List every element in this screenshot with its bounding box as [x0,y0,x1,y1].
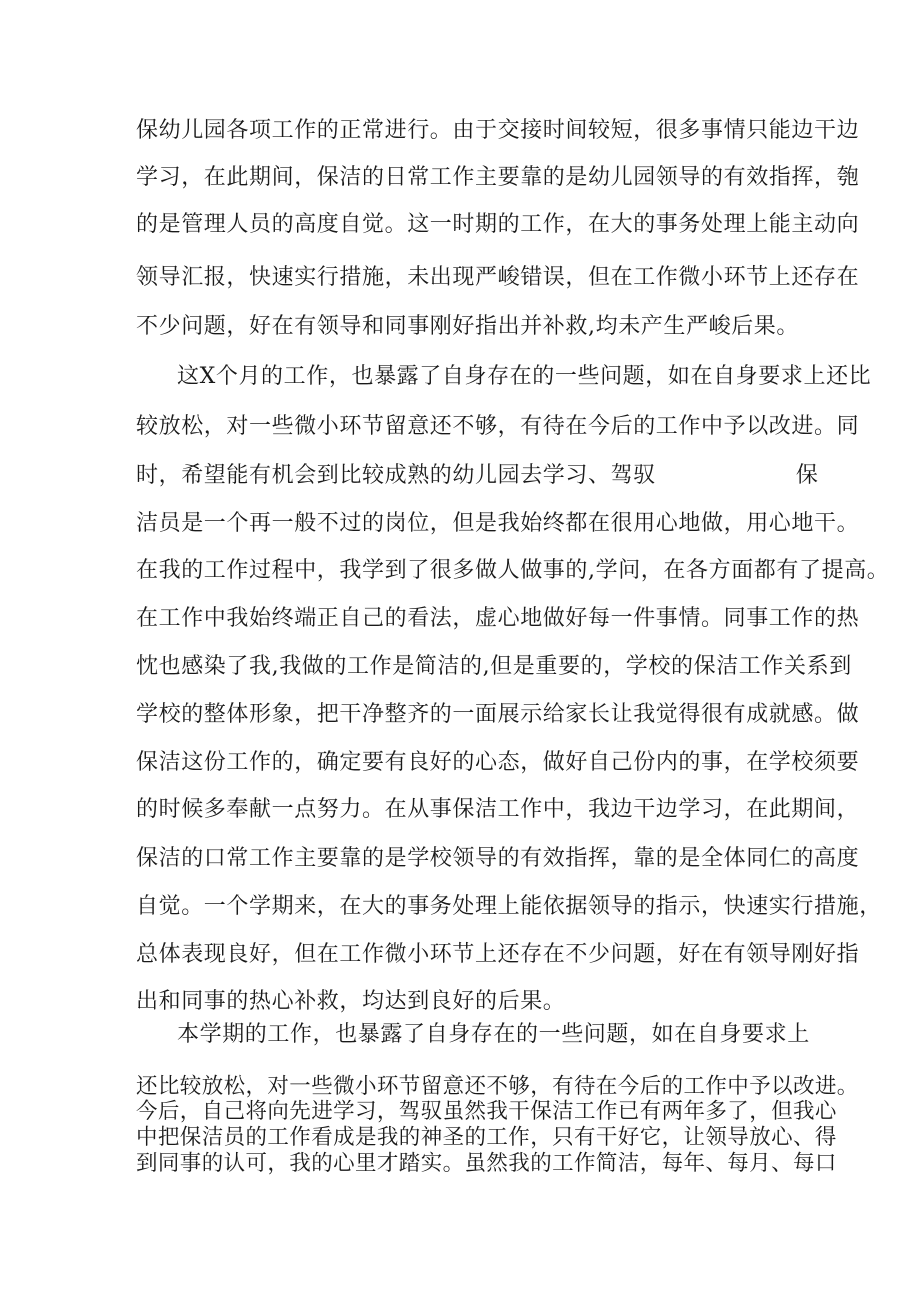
text-line: 在工作中我始终端正自己的看法，虚心地做好每一件事情。同事工作的热 [136,606,860,631]
text-line: 总体表现良好，但在工作微小环节上还存在不少问题，好在有领导刚好指 [136,942,860,967]
text-line: 的时候多奉献一点努力。在从事保洁工作中，我边干边学习，在此期间， [136,797,860,822]
text-line: 不少问题，好在有领导和同事刚好指出并补救,均未产生严峻后果。 [136,314,799,339]
text-line: 今后，自己将向先进学习，驾驭虽然我干保洁工作已有两年多了，但我心 [136,1099,837,1124]
text-line: 忱也感染了我,我做的工作是简洁的,但是重要的，学校的保洁工作关系到 [136,654,852,679]
text-line: 还比较放松，对一些微小环节留意还不够，有待在今后的工作中予以改进。 [136,1074,859,1099]
text-line: 自觉。一个学期来，在大的事务处理上能依据领导的指示，快速实行措施， [136,894,882,919]
text-segment: 时，希望能有机会到比较成熟的幼儿园去学习、驾驭 [136,463,656,488]
text-line: 出和同事的热心补救，均达到良好的后果。 [136,989,566,1014]
text-line: 较放松，对一些微小环节留意还不够，有待在今后的工作中予以改进。同 [136,414,860,439]
text-line: 洁员是一个再一般不过的岗位，但是我始终都在很用心地做，用心地干。 [136,511,860,536]
text-segment: 保 [795,463,819,488]
text-line: 学校的整体形象，把干净整齐的一面展示给家长让我觉得很有成就感。做 [136,702,860,727]
paragraph-first-line: 这X个月的工作，也暴露了自身存在的一些问题，如在自身要求上还比 [177,364,872,389]
text-line-with-gap [136,462,818,490]
text-line: 保幼儿园各项工作的正常进行。由于交接时间较短，很多事情只能边干边 [136,118,860,143]
text-line: 保洁的口常工作主要靠的是学校领导的有效指挥，靠的是全体同仁的高度 [136,846,860,871]
text-line: 中把保洁员的工作看成是我的神圣的工作，只有干好它，让领导放心、得 [136,1125,837,1150]
text-line: 领导汇报，快速实行措施，未出现严峻错误，但在工作微小环节上还存在 [136,265,860,290]
text-line: 保洁这份工作的，确定要有良好的心态，做好自己份内的事，在学校须要 [136,750,860,775]
text-line: 的是管理人员的高度自觉。这一时期的工作，在大的事务处理上能主动向 [136,212,860,237]
paragraph-first-line: 本学期的工作，也暴露了自身存在的一些问题，如在自身要求上 [177,1022,810,1047]
text-line: 到同事的认可，我的心里才踏实。虽然我的工作简洁，每年、每月、每口 [136,1151,837,1176]
text-line: 学习，在此期间，保洁的日常工作主要靠的是幼儿园领导的有效指挥，匏 [136,165,860,190]
text-line: 在我的工作过程中，我学到了很多做人做事的,学问，在各方面都有了提高。 [136,558,890,583]
